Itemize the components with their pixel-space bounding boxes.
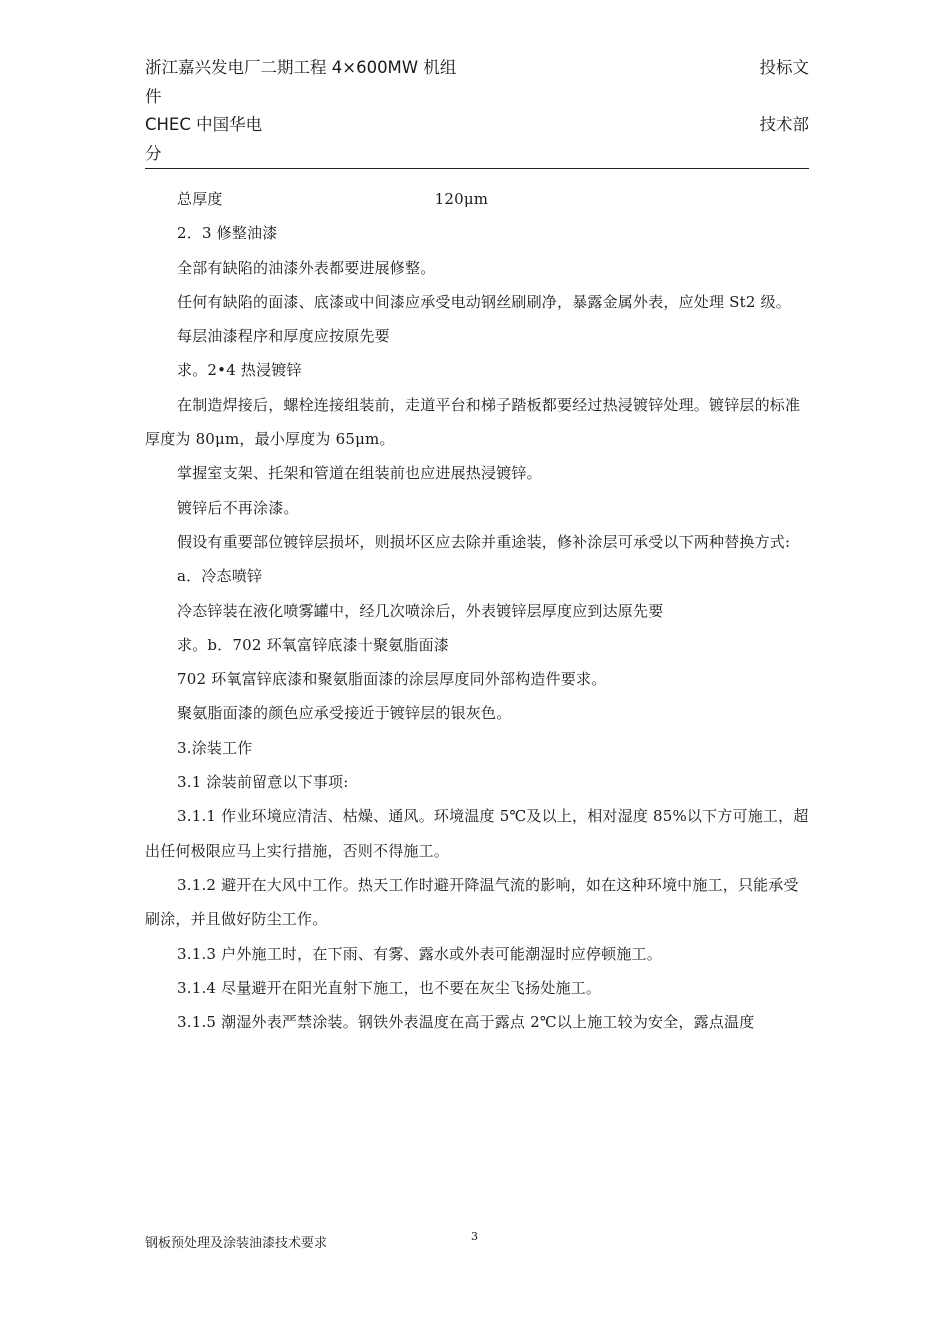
paragraph: 冷态锌装在液化喷雾罐中，经几次喷涂后，外表镀锌层厚度应到达原先要 <box>177 601 664 620</box>
item-3-1-5: 3.1.5 潮湿外表严禁涂装。钢铁外表温度在高于露点 2℃以上施工较为安全，露点温度 <box>177 1013 755 1032</box>
paragraph: 702 环氧富锌底漆和聚氨脂面漆的涂层厚度同外部构造件要求。 <box>177 670 607 689</box>
header-department: 技术部 <box>759 115 809 134</box>
section-heading-3: 3.涂装工作 <box>177 738 253 757</box>
paragraph: 掌握室支架、托架和管道在组装前也应进展热浸镀锌。 <box>177 464 542 483</box>
paragraph: 全部有缺陷的油漆外表都要进展修整。 <box>177 258 436 277</box>
header-company-line: CHEC 中国华电 <box>145 115 263 134</box>
header-doc-type: 投标文 <box>759 58 809 77</box>
paragraph: 假设有重要部位镀锌层损坏，则损坏区应去除并重途装，修补涂层可承受以下两种替换方式: <box>177 532 791 551</box>
paragraph: 在制造焊接后，螺栓连接组装前，走道平台和梯子踏板都要经过热浸镀锌处理。镀锌层的标准厚度为 80μm，最小厚度为 65μm。 <box>145 395 801 449</box>
footer-title: 钢板预处理及涂装油漆技术要求 <box>145 1236 328 1251</box>
paragraph: 每层油漆程序和厚度应按原先要 <box>177 327 390 346</box>
item-3-1-4: 3.1.4 尽量避开在阳光直射下施工，也不要在灰尘飞扬处施工。 <box>177 978 602 997</box>
header-company-line-wrap: 分 <box>145 143 162 163</box>
document-body <box>145 182 809 1039</box>
paragraph: 镀锌后不再涂漆。 <box>177 498 299 517</box>
paragraph: 聚氨脂面漆的颜色应承受接近于镀锌层的银灰色。 <box>177 704 512 723</box>
section-heading-2-3: 2．3 修整油漆 <box>177 224 278 243</box>
option-a: a．冷态喷锌 <box>177 567 263 586</box>
item-3-1-1: 3.1.1 作业环境应清洁、枯燥、通风。环境温度 5℃及以上，相对湿度 85%以下方可施工，超出任何极限应马上实行措施，否则不得施工。 <box>145 807 809 860</box>
header-left <box>145 54 475 168</box>
option-b: 求。b．702 环氧富锌底漆十聚氨脂面漆 <box>177 635 450 654</box>
section-heading-2-4: 求。2•4 热浸镀锌 <box>177 361 302 380</box>
thickness-label: 总厚度 <box>177 190 223 208</box>
header-right <box>749 54 809 140</box>
page-header <box>145 54 809 170</box>
header-project-line-wrap: 件 <box>145 86 162 106</box>
header-rule <box>145 168 809 169</box>
header-project-line: 浙江嘉兴发电厂二期工程 4×600MW 机组 <box>145 58 457 77</box>
paragraph: 任何有缺陷的面漆、底漆或中间漆应承受电动钢丝刷刷净，暴露金属外表，应处理 St2 级。 <box>177 292 791 311</box>
thickness-value: 120μm <box>434 190 489 208</box>
item-3-1-2: 3.1.2 避开在大风中工作。热天工作时避开降温气流的影响，如在这种环境中施工，只能承受刷涂，并且做好防尘工作。 <box>145 875 799 929</box>
section-heading-3-1: 3.1 涂装前留意以下事项: <box>177 773 349 792</box>
item-3-1-3: 3.1.3 户外施工时，在下雨、有雾、露水或外表可能潮湿时应停顿施工。 <box>177 944 662 963</box>
thickness-row <box>145 182 809 216</box>
page-number: 3 <box>471 1230 478 1243</box>
